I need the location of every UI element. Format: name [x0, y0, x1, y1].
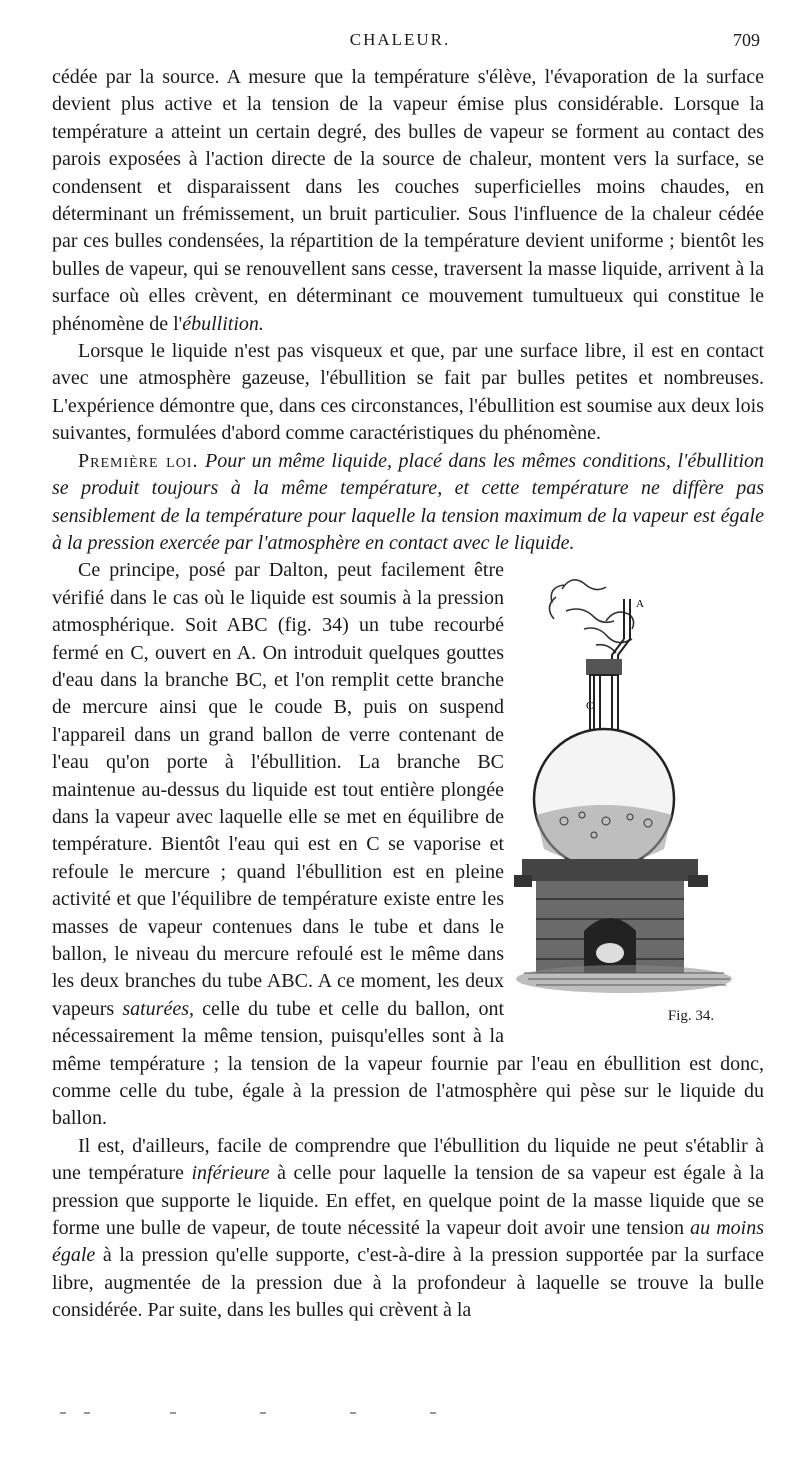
- paragraph-5: [52, 1133, 764, 1325]
- paragraph-4: [52, 557, 764, 1133]
- paragraph-1-emphasis: ébullition.: [182, 312, 264, 335]
- paragraph-4-text: Ce principe, posé par Dalton, peut facilement être vérifié dans le cas où le liquide est soumis à la pression atmosphérique. Soit ABC (fig. 34) un tube recourbé fermé en C, ouvert en A. On introduit quelques gouttes d'eau dans la branche BC, et l'on remplit cette branche de mercure ainsi que le coude B, puis on suspend l'appareil dans un grand ballon de verre contenant de l'eau qu'on porte à l'ébullition. La branche BC maintenue au-dessus du liquide est tout entière plongée dans la vapeur avec laquelle elle se met en équilibre de température. Bientôt l'eau qui est en C se vaporise et refoule le mercure ; quand l'ébullition est en pleine activité et que l'équilibre de température existe entre les masses de vapeur contenues dans le tube et dans le ballon, le niveau du mercure refoulé est le même dans les deux branches du tube ABC. A ce moment, les deux vapeurs: [52, 559, 504, 1020]
- figure-caption: Fig. 34.: [667, 1008, 715, 1025]
- figure-34: [514, 559, 782, 1030]
- paragraph-1: [52, 64, 764, 338]
- first-law-label: Première loi.: [78, 449, 199, 472]
- paragraph-4-emphasis: saturées,: [122, 997, 195, 1020]
- print-marks: [60, 1408, 480, 1418]
- page-number: 709: [733, 30, 760, 50]
- body-text: [52, 64, 764, 1325]
- label-a: A: [636, 598, 644, 611]
- boiling-flask-illustration: [514, 559, 782, 1009]
- paragraph-5-part-a: Il est, d'ailleurs, facile de comprendre que l'ébullition du liquide ne peut s'établir à une température: [52, 1134, 764, 1185]
- paragraph-5-emphasis-1: inférieure: [191, 1162, 270, 1185]
- paragraph-5-emphasis-2: au moins égale: [52, 1217, 764, 1267]
- paragraph-1-text: cédée par la source. A mesure que la température s'élève, l'évaporation de la surface devient plus active et la tension de la vapeur émise plus considérable. Lorsque la température a atteint un certain degré, des bulles de vapeur se forment au contact des parois exposées à l'action directe de la source de chaleur, montent vers la surface, se condensent et disparaissent dans les couches superficielles moins chaudes, en déterminant un frémissement, un bruit particulier. Sous l'influence de la chaleur cédée par ces bulles condensées, la répartition de la température devient uniforme ; bientôt les bulles de vapeur, qui se renouvellent sans cesse, traversent la masse liquide, arrivent à la surface où elles crèvent, en déterminant ce mouvement tumultueux qui constitue le phénomène de l': [52, 66, 764, 335]
- paragraph-2: Lorsque le liquide n'est pas visqueux et que, par une surface libre, il est en contact avec une atmosphère gazeuse, l'ébullition se fait par bulles petites et nombreuses. L'expérience démontre que, dans ces circonstances, l'ébullition est soumise aux deux lois suivantes, formulées d'abord comme caractéristiques du phénomène.: [52, 340, 764, 445]
- page-header: [0, 30, 800, 58]
- paragraph-5-part-c: à la pression qu'elle supporte, c'est-à-dire à la pression supportée par la surface libre, augmentée de la pression due à la profondeur à laquelle se trouve la bulle considérée. Par suite, dans les bulles qui crèvent à la: [52, 1244, 764, 1322]
- label-c: C: [586, 700, 594, 713]
- paragraph-5-part-b: à celle pour laquelle la tension de sa vapeur est égale à la pression que supporte le liquide. En effet, en quelque point de la masse liquide que se forme une bulle de vapeur, de toute nécessité la vapeur doit avoir une tension: [52, 1162, 764, 1240]
- paragraph-4-rest: celle du tube et celle du ballon, ont nécessairement la même tension, puisqu'elles sont à la même température ; la tension de la vapeur fournie par l'eau en ébullition est donc, comme celle du tube, égale à la pression de l'atmosphère qui pèse sur le liquide du ballon.: [52, 997, 764, 1130]
- running-title: CHALEUR.: [349, 30, 451, 49]
- first-law-text: Pour un même liquide, placé dans les mêmes conditions, l'ébullition se produit toujours à la même température, et cette température ne diffère pas sensiblement de la température pour laquelle la tension maximum de la vapeur est égale à la pression exercée par l'atmosphère en contact avec le liquide.: [52, 449, 764, 554]
- first-law: [52, 448, 764, 558]
